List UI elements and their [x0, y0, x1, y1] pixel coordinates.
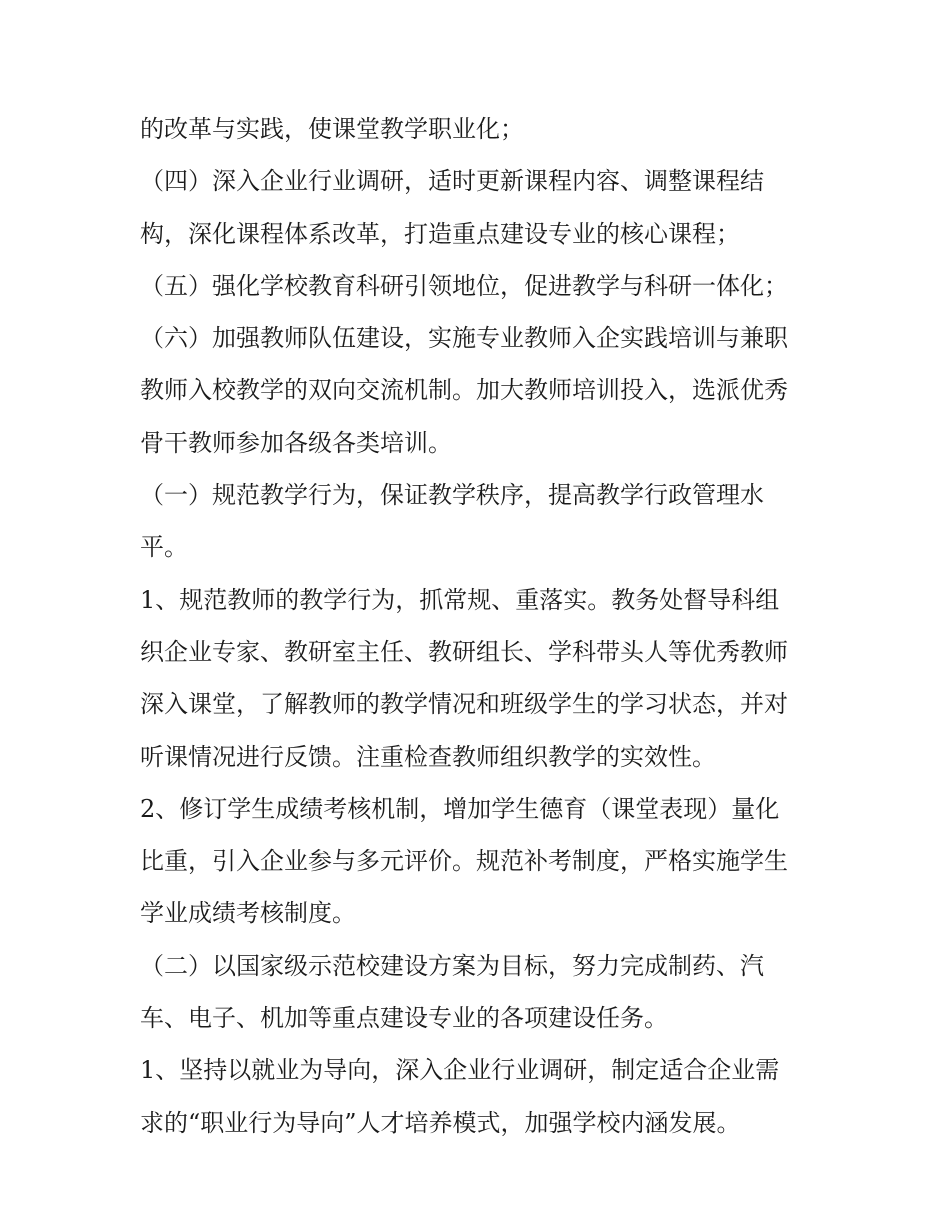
text-line: 2、修订学生成绩考核机制，增加学生德育（课堂表现）量化 — [140, 794, 780, 823]
text-line: （二）以国家级示范校建设方案为目标，努力完成制药、汽 — [140, 951, 764, 980]
text-line: 比重，引入企业参与多元评价。规范补考制度，严格实施学生 — [140, 847, 788, 876]
text-line: （一）规范教学行为，保证教学秩序，提高教学行政管理水 — [140, 481, 764, 510]
text-line: 平。 — [140, 533, 188, 562]
text-line: （四）深入企业行业调研，适时更新课程内容、调整课程结 — [140, 167, 764, 196]
text-line: （五）强化学校教育科研引领地位，促进教学与科研一体化； — [140, 271, 788, 300]
text-line: 教师入校教学的双向交流机制。加大教师培训投入，选派优秀 — [140, 376, 788, 405]
text-line: （六）加强教师队伍建设，实施专业教师入企实践培训与兼职 — [140, 324, 788, 353]
text-line: 求的“职业行为导向”人才培养模式，加强学校内涵发展。 — [140, 1108, 741, 1137]
document-body — [140, 103, 820, 1149]
text-line: 车、电子、机加等重点建设专业的各项建设任务。 — [140, 1004, 668, 1033]
text-line: 1、规范教师的教学行为，抓常规、重落实。教务处督导科组 — [140, 585, 780, 614]
text-line: 深入课堂，了解教师的教学情况和班级学生的学习状态，并对 — [140, 690, 788, 719]
text-line: 织企业专家、教研室主任、教研组长、学科带头人等优秀教师 — [140, 637, 788, 666]
text-line: 构，深化课程体系改革，打造重点建设专业的核心课程； — [140, 219, 740, 248]
text-line: 1、坚持以就业为导向，深入企业行业调研，制定适合企业需 — [140, 1056, 780, 1085]
text-line: 骨干教师参加各级各类培训。 — [140, 428, 452, 457]
text-line: 学业成绩考核制度。 — [140, 899, 356, 928]
text-line: 的改革与实践，使课堂教学职业化； — [140, 115, 524, 143]
text-line: 听课情况进行反馈。注重检查教师组织教学的实效性。 — [140, 742, 716, 771]
